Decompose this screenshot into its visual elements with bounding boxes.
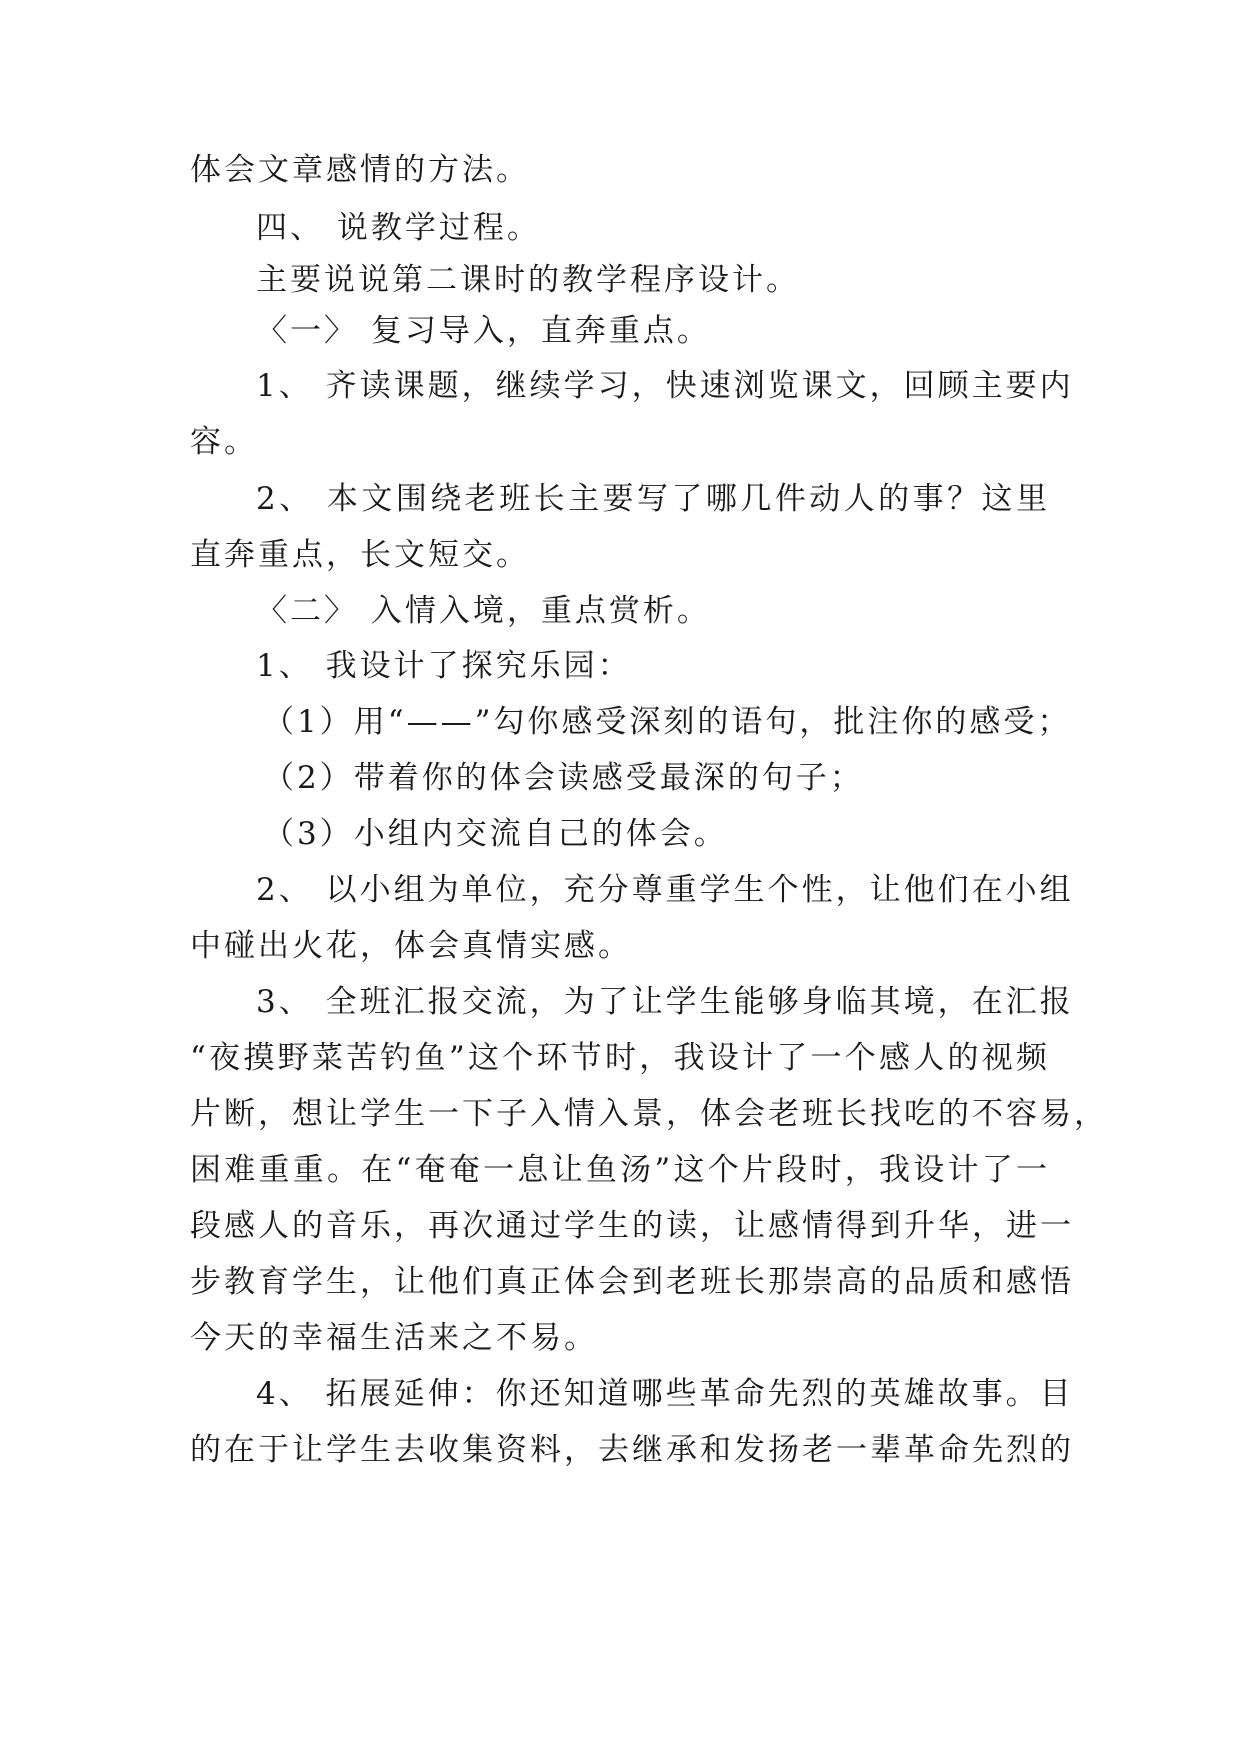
text-line: 今天的幸福生活来之不易。 (190, 1320, 598, 1356)
list-item: （3）小组内交流自己的体会。 (263, 816, 728, 852)
list-item: （1）用“——”勾你感受深刻的语句，批注你的感受； (263, 704, 1072, 740)
text-line: 1、 齐读课题，继续学习，快速浏览课文，回顾主要内 (256, 368, 1074, 404)
text-line: 片断，想让学生一下子入情入景，体会老班长找吃的不容易， (190, 1096, 1108, 1132)
subsection-heading: 〈二〉 入情入境，重点赏析。 (256, 593, 711, 629)
text-line: 3、 全班汇报交流，为了让学生能够身临其境，在汇报 (256, 984, 1074, 1020)
text-line: 的在于让学生去收集资料，去继承和发扬老一辈革命先烈的 (190, 1432, 1074, 1468)
text-line: 4、 拓展延伸：你还知道哪些革命先烈的英雄故事。目 (256, 1376, 1074, 1412)
text-line: 2、 以小组为单位，充分尊重学生个性，让他们在小组 (256, 872, 1074, 908)
text-line: 中碰出火花，体会真情实感。 (190, 928, 632, 964)
text-line: 2、 本文围绕老班长主要写了哪几件动人的事？这里 (256, 481, 1050, 517)
text-line: 主要说说第二课时的教学程序设计。 (256, 262, 800, 298)
text-line: 容。 (190, 424, 258, 460)
section-heading: 四、 说教学过程。 (256, 210, 541, 246)
text-line: 体会文章感情的方法。 (190, 152, 530, 188)
text-line: 直奔重点，长文短交。 (190, 537, 530, 573)
text-line: 步教育学生，让他们真正体会到老班长那崇高的品质和感悟 (190, 1264, 1074, 1300)
list-item: （2）带着你的体会读感受最深的句子； (263, 760, 864, 796)
text-line: 1、 我设计了探究乐园： (256, 648, 632, 684)
text-line: 困难重重。在“奄奄一息让鱼汤”这个片段时，我设计了一 (190, 1152, 1050, 1188)
text-line: “夜摸野菜苦钓鱼”这个环节时，我设计了一个感人的视频 (190, 1040, 1050, 1076)
text-line: 段感人的音乐，再次通过学生的读，让感情得到升华，进一 (190, 1208, 1074, 1244)
subsection-heading: 〈一〉 复习导入，直奔重点。 (256, 313, 711, 349)
